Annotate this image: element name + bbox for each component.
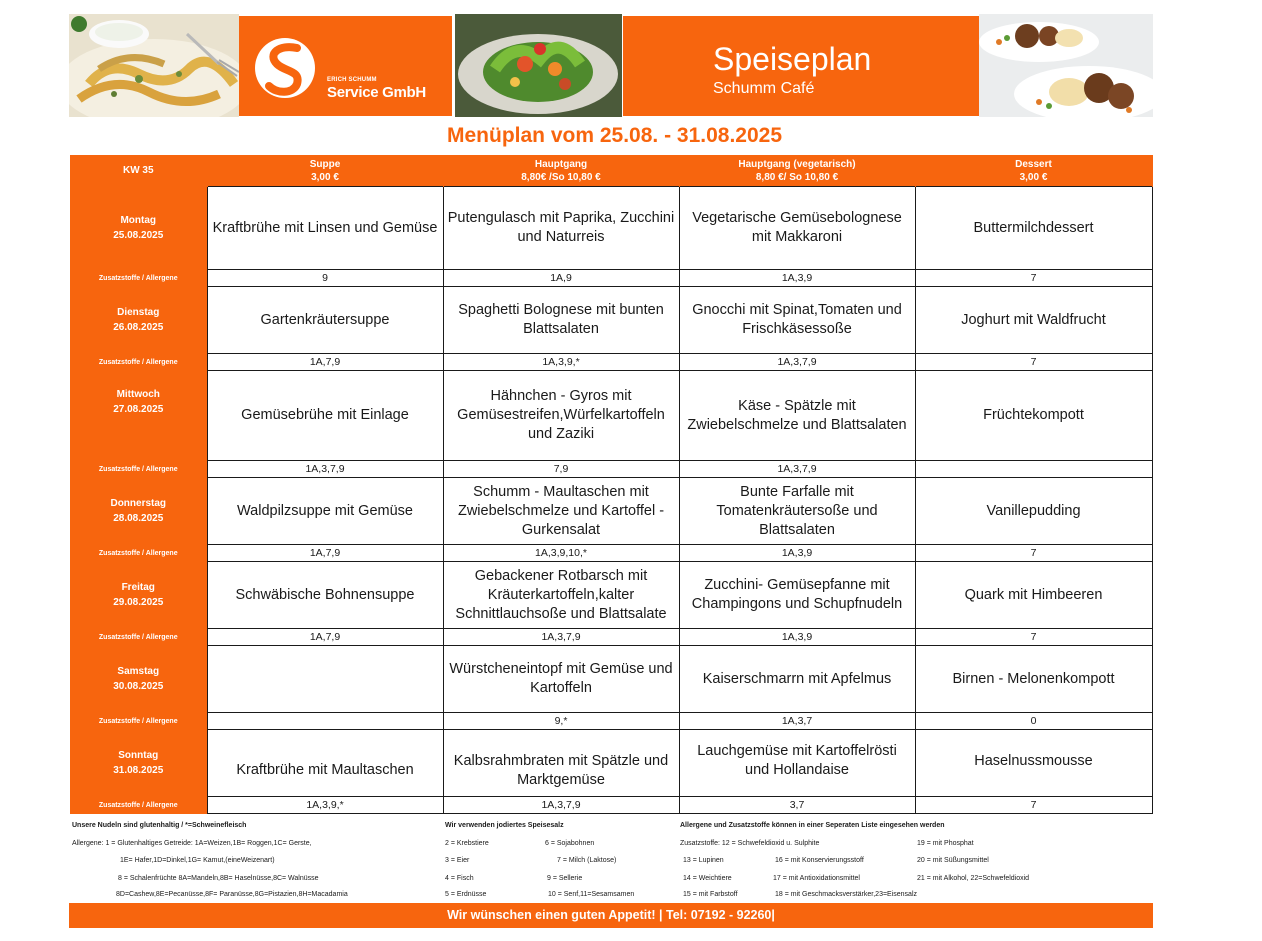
main-header: Hauptgang 8,80€ /So 10,80 €: [443, 155, 679, 187]
allergen-dessert: 7: [915, 629, 1152, 646]
dish-veg: Vegetarische Gemüsebolognese mit Makkaroni: [679, 187, 915, 270]
dessert-header: Dessert 3,00 €: [915, 155, 1152, 187]
allergen-soup: [207, 713, 443, 730]
dish-veg: Gnocchi mit Spinat,Tomaten und Frischkäsessoße: [679, 287, 915, 354]
allergen-veg: 1A,3,9: [679, 545, 915, 562]
note-allergen-10: 10 = Senf,11=Sesamsamen: [548, 891, 635, 898]
allergen-label: Zusatzstoffe / Allergene: [70, 545, 207, 562]
dish-main: Putengulasch mit Paprika, Zucchini und Naturreis: [443, 187, 679, 270]
food-photo-meatballs: [979, 14, 1153, 117]
dish-soup: Gemüsebrühe mit Einlage: [207, 371, 443, 461]
week-header: KW 35: [70, 155, 207, 187]
dish-dessert: Quark mit Himbeeren: [915, 562, 1152, 629]
day-row-freitag: [70, 562, 1152, 629]
note-separate-list: Allergene und Zusatzstoffe können in einer Seperaten Liste eingesehen werden: [680, 822, 945, 829]
logo-company-name: Service GmbH: [327, 84, 426, 101]
menu-period-title: Menüplan vom 25.08. - 31.08.2025: [447, 124, 782, 147]
allergen-label: Zusatzstoffe / Allergene: [70, 797, 207, 814]
page-title: Speiseplan: [713, 41, 872, 77]
allergen-main: 1A,9: [443, 270, 679, 287]
veg-header: Hauptgang (vegetarisch) 8,80 €/ So 10,80 €: [679, 155, 915, 187]
day-label: Mittwoch 27.08.2025: [70, 371, 207, 461]
allergen-main: 1A,3,9,*: [443, 354, 679, 371]
dish-main: Gebackener Rotbarsch mit Kräuterkartoffeln,kalter Schnittlauchsoße und Blattsalate: [443, 562, 679, 629]
note-additive-15: 15 = mit Farbstoff: [683, 891, 738, 898]
dish-soup: Gartenkräutersuppe: [207, 287, 443, 354]
allergen-row: [70, 545, 1152, 562]
dish-veg: Käse - Spätzle mit Zwiebelschmelze und Blattsalaten: [679, 371, 915, 461]
allergen-veg: 1A,3,7,9: [679, 461, 915, 478]
allergen-label: Zusatzstoffe / Allergene: [70, 629, 207, 646]
day-label: Freitag 29.08.2025: [70, 562, 207, 629]
note-additive-20: 20 = mit Süßungsmittel: [917, 857, 989, 864]
allergen-label: Zusatzstoffe / Allergene: [70, 461, 207, 478]
allergen-row: [70, 713, 1152, 730]
note-allergen-4: 4 = Fisch: [445, 875, 474, 882]
logo-small-text: ERICH SCHUMM: [327, 77, 377, 83]
dish-main: Spaghetti Bolognese mit bunten Blattsalaten: [443, 287, 679, 354]
allergen-label: Zusatzstoffe / Allergene: [70, 713, 207, 730]
allergen-row: [70, 629, 1152, 646]
allergen-veg: 1A,3,7,9: [679, 354, 915, 371]
note-allergen-5: 5 = Erdnüsse: [445, 891, 487, 898]
page-subtitle: Schumm Café: [713, 80, 815, 97]
dish-dessert: Früchtekompott: [915, 371, 1152, 461]
note-allergen-3: 3 = Eier: [445, 857, 470, 864]
title-panel: [623, 16, 979, 116]
allergen-row: [70, 461, 1152, 478]
allergen-main: 1A,3,9,10,*: [443, 545, 679, 562]
allergen-soup: 1A,7,9: [207, 629, 443, 646]
allergen-label: Zusatzstoffe / Allergene: [70, 354, 207, 371]
allergen-dessert: 7: [915, 270, 1152, 287]
note-additive-19: 19 = mit Phosphat: [917, 840, 974, 847]
allergen-veg: 1A,3,9: [679, 270, 915, 287]
dish-dessert: Vanillepudding: [915, 478, 1152, 545]
allergen-soup: 1A,3,9,*: [207, 797, 443, 814]
day-label: Sonntag 31.08.2025: [70, 730, 207, 797]
dish-main: Hähnchen - Gyros mit Gemüsestreifen,Würfelkartoffeln und Zaziki: [443, 371, 679, 461]
day-label: Samstag 30.08.2025: [70, 646, 207, 713]
day-label: Donnerstag 28.08.2025: [70, 478, 207, 545]
note-gluten-2: 1E= Hafer,1D=Dinkel,1G= Kamut,(eineWeizenart): [120, 857, 275, 864]
allergen-dessert: 0: [915, 713, 1152, 730]
dish-dessert: Joghurt mit Waldfrucht: [915, 287, 1152, 354]
dish-main: Schumm - Maultaschen mit Zwiebelschmelze und Kartoffel - Gurkensalat: [443, 478, 679, 545]
allergen-veg: 1A,3,7: [679, 713, 915, 730]
note-additive-12: Zusatzstoffe: 12 = Schwefeldioxid u. Sulphite: [680, 840, 820, 847]
allergen-row: [70, 354, 1152, 371]
note-salt: Wir verwenden jodiertes Speisesalz: [445, 822, 564, 829]
allergen-label: Zusatzstoffe / Allergene: [70, 270, 207, 287]
note-additive-21: 21 = mit Alkohol, 22=Schwefeldioxid: [917, 875, 1030, 882]
allergen-soup: 1A,3,7,9: [207, 461, 443, 478]
note-allergen-9: 9 = Sellerie: [547, 875, 583, 882]
note-allergen-6: 6 = Sojabohnen: [545, 840, 595, 847]
dish-soup: Schwäbische Bohnensuppe: [207, 562, 443, 629]
note-noodles: Unsere Nudeln sind glutenhaltig / *=Schweinefleisch: [72, 822, 247, 829]
dish-dessert: Buttermilchdessert: [915, 187, 1152, 270]
note-nuts-2: 8D=Cashew,8E=Pecanüsse,8F= Paranüsse,8G=Pistazien,8H=Macadamia: [116, 891, 348, 898]
note-additive-13: 13 = Lupinen: [683, 857, 724, 864]
day-row-dienstag: [70, 287, 1152, 354]
allergen-soup: 9: [207, 270, 443, 287]
header-banner: [69, 14, 1153, 117]
note-additive-16: 16 = mit Konservierungsstoff: [775, 857, 864, 864]
food-photo-salad: [455, 14, 622, 117]
allergen-soup: 1A,7,9: [207, 354, 443, 371]
allergen-veg: 3,7: [679, 797, 915, 814]
schumm-logo-icon: [253, 36, 317, 100]
food-photo-pasta: [69, 14, 239, 117]
allergen-row: [70, 797, 1152, 814]
dish-soup: Kraftbrühe mit Maultaschen: [207, 730, 443, 797]
dish-soup: Kraftbrühe mit Linsen und Gemüse: [207, 187, 443, 270]
dish-soup: [207, 646, 443, 713]
day-label: Montag 25.08.2025: [70, 187, 207, 270]
dish-dessert: Birnen - Melonenkompott: [915, 646, 1152, 713]
note-gluten: Allergene: 1 = Glutenhaltiges Getreide: 1A=Weizen,1B= Roggen,1C= Gerste,: [72, 840, 312, 847]
day-row-montag: [70, 187, 1152, 270]
day-label: Dienstag 26.08.2025: [70, 287, 207, 354]
allergen-soup: 1A,7,9: [207, 545, 443, 562]
dish-main: Kalbsrahmbraten mit Spätzle und Marktgemüse: [443, 730, 679, 797]
dish-dessert: Haselnussmousse: [915, 730, 1152, 797]
allergen-main: 1A,3,7,9: [443, 797, 679, 814]
note-allergen-7: 7 = Milch (Laktose): [557, 857, 617, 864]
note-allergen-2: 2 = Krebstiere: [445, 840, 489, 847]
footer-bar: Wir wünschen einen guten Appetit! | Tel: 07192 - 92260|: [69, 903, 1153, 928]
note-additive-18: 18 = mit Geschmacksverstärker,23=Eisensalz: [775, 891, 918, 898]
allergen-dessert: 7: [915, 545, 1152, 562]
note-additive-17: 17 = mit Antioxidationsmittel: [773, 875, 860, 882]
allergen-row: [70, 270, 1152, 287]
allergen-dessert: 7: [915, 354, 1152, 371]
dish-main: Würstcheneintopf mit Gemüse und Kartoffeln: [443, 646, 679, 713]
note-additive-14: 14 = Weichtiere: [683, 875, 732, 882]
allergen-main: 9,*: [443, 713, 679, 730]
table-header-row: [70, 155, 1152, 187]
dish-soup: Waldpilzsuppe mit Gemüse: [207, 478, 443, 545]
note-nuts: 8 = Schalenfrüchte 8A=Mandeln,8B= Haselnüsse,8C= Walnüsse: [118, 875, 319, 882]
soup-header: Suppe 3,00 €: [207, 155, 443, 187]
dish-veg: Kaiserschmarrn mit Apfelmus: [679, 646, 915, 713]
day-row-mittwoch: [70, 371, 1152, 461]
day-row-donnerstag: [70, 478, 1152, 545]
allergen-main: 1A,3,7,9: [443, 629, 679, 646]
dish-veg: Zucchini- Gemüsepfanne mit Champingons und Schupfnudeln: [679, 562, 915, 629]
day-row-samstag: [70, 646, 1152, 713]
allergen-veg: 1A,3,9: [679, 629, 915, 646]
dish-veg: Lauchgemüse mit Kartoffelrösti und Hollandaise: [679, 730, 915, 797]
allergen-legend: [72, 822, 1152, 902]
menu-table: [70, 155, 1153, 814]
dish-veg: Bunte Farfalle mit Tomatenkräutersoße und Blattsalaten: [679, 478, 915, 545]
allergen-main: 7,9: [443, 461, 679, 478]
allergen-dessert: 7: [915, 797, 1152, 814]
logo-panel: [239, 16, 452, 116]
day-row-sonntag: [70, 730, 1152, 797]
allergen-dessert: [915, 461, 1152, 478]
